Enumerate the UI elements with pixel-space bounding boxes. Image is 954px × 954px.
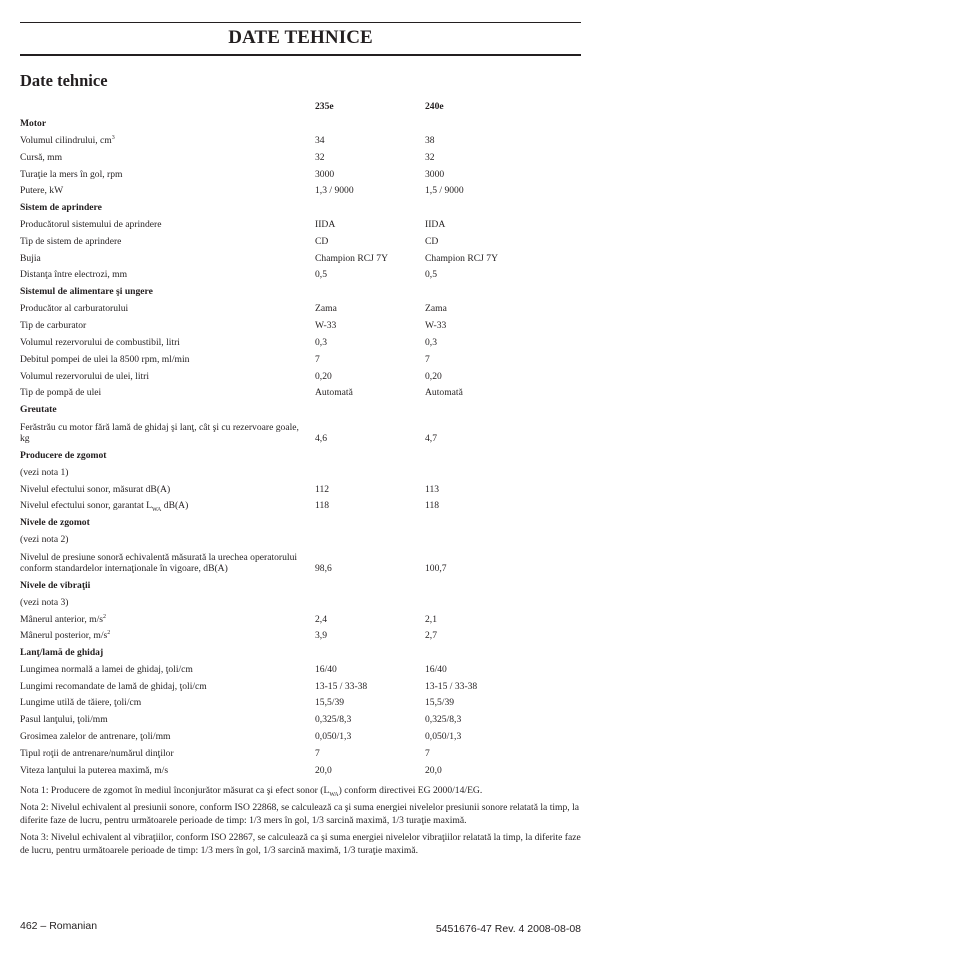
spec-label xyxy=(20,580,305,591)
spec-label xyxy=(20,286,305,297)
value-240e: W-33 xyxy=(425,320,447,331)
value-235e: 7 xyxy=(315,354,320,365)
spec-row xyxy=(20,594,581,611)
spec-label-text: Nivele de zgomot xyxy=(20,517,90,528)
spec-label-text: Mânerul posterior, m/s xyxy=(20,630,108,641)
value-240e: CD xyxy=(425,236,439,247)
note-1-text-end: ) conform directivei EG 2000/14/EG. xyxy=(338,785,483,796)
spec-row xyxy=(20,250,581,267)
value-240e: 118 xyxy=(425,500,440,511)
note-1-subscript: WA xyxy=(329,791,339,798)
spec-row xyxy=(20,132,581,149)
spec-row xyxy=(20,418,581,447)
value-235e: 235e xyxy=(315,101,334,112)
spec-label xyxy=(20,664,305,675)
value-235e: 1,3 / 9000 xyxy=(315,185,354,196)
spec-label-text: Turaţie la mers în gol, rpm xyxy=(20,169,123,180)
spec-label-text: Nivelul efectului sonor, măsurat dB(A) xyxy=(20,484,171,495)
spec-group-heading xyxy=(20,447,581,464)
value-240e: 4,7 xyxy=(425,433,437,444)
value-240e: 0,5 xyxy=(425,269,437,280)
spec-label-text: Lungimea normală a lamei de ghidaj, ţoli/cm xyxy=(20,664,193,675)
note-2: Nota 2: Nivelul echivalent al presiunii sonore, conform ISO 22868, se calculează ca şi suma energiei nivelelor presiunii sonore relatată la timp, la diferite faze de lucru, pentru următoarele perioade de timp: 1/3 mers în gol, 1/3 sarcină maximă, 1/3 turaţie maximă. xyxy=(20,801,580,826)
spec-label xyxy=(20,118,305,129)
value-235e: IIDA xyxy=(315,219,336,230)
value-235e: 34 xyxy=(315,135,325,146)
value-240e: 0,3 xyxy=(425,337,437,348)
spec-label xyxy=(20,647,305,658)
spec-row xyxy=(20,183,581,199)
spec-label-text: Mânerul anterior, m/s xyxy=(20,614,104,625)
spec-row xyxy=(20,351,581,368)
value-240e: Zama xyxy=(425,303,447,314)
spec-label-text: Debitul pompei de ulei la 8500 rpm, ml/min xyxy=(20,354,190,365)
spec-label-text: Distanţa între electrozi, mm xyxy=(20,269,128,280)
spec-label xyxy=(20,135,305,146)
spec-row xyxy=(20,498,581,514)
spec-label-text: Sistemul de alimentare şi ungere xyxy=(20,286,153,297)
spec-label-text: Sistem de aprindere xyxy=(20,202,102,213)
spec-label-text: Volumul rezervorului de combustibil, litri xyxy=(20,337,180,348)
header-band xyxy=(20,22,581,56)
spec-label xyxy=(20,269,305,280)
spec-label-text: Viteza lanţului la puterea maximă, m/s xyxy=(20,765,169,776)
value-240e: 0,20 xyxy=(425,371,442,382)
value-235e: 0,325/8,3 xyxy=(315,714,352,725)
spec-label-text: Producător al carburatorului xyxy=(20,303,129,314)
spec-label-text: (vezi nota 2) xyxy=(20,534,69,545)
value-240e: 113 xyxy=(425,484,440,495)
spec-row xyxy=(20,464,581,481)
spec-row xyxy=(20,745,581,762)
spec-label xyxy=(20,422,305,444)
spec-label-text: Bujia xyxy=(20,253,41,264)
spec-label-text: Cursă, mm xyxy=(20,152,63,163)
spec-group-heading xyxy=(20,514,581,531)
value-240e: 13-15 / 33-38 xyxy=(425,681,478,692)
spec-label-text: Nivele de vibraţii xyxy=(20,580,91,591)
spec-row xyxy=(20,711,581,728)
spec-label xyxy=(20,630,305,641)
section-title: Date tehnice xyxy=(20,71,108,90)
spec-label-text: Nivelul efectului sonor, garantat L xyxy=(20,500,153,511)
spec-label xyxy=(20,534,305,545)
value-240e: 3000 xyxy=(425,169,445,180)
spec-label xyxy=(20,597,305,608)
spec-label xyxy=(20,337,305,348)
spec-label xyxy=(20,404,305,415)
spec-label xyxy=(20,185,305,196)
unit-subscript: WA xyxy=(152,506,162,513)
spec-row xyxy=(20,548,581,577)
value-240e: Champion RCJ 7Y xyxy=(425,253,499,264)
value-235e: 98,6 xyxy=(315,563,332,574)
value-240e: 20,0 xyxy=(425,765,442,776)
page-title: DATE TEHNICE xyxy=(228,27,373,48)
spec-label-text: Tip de sistem de aprindere xyxy=(20,236,122,247)
spec-label xyxy=(20,320,305,331)
value-240e: 100,7 xyxy=(425,563,447,574)
value-235e: 112 xyxy=(315,484,330,495)
spec-label-text: Tip de pompă de ulei xyxy=(20,387,102,398)
unit-superscript: 2 xyxy=(107,629,111,636)
spec-row xyxy=(20,334,581,351)
value-240e: 38 xyxy=(425,135,435,146)
unit-superscript: 3 xyxy=(111,134,115,141)
spec-label xyxy=(20,765,305,776)
spec-row xyxy=(20,216,581,233)
spec-group-heading xyxy=(20,283,581,300)
value-235e: 16/40 xyxy=(315,664,337,675)
spec-label xyxy=(20,371,305,382)
spec-group-heading xyxy=(20,401,581,418)
value-240e: 0,325/8,3 xyxy=(425,714,462,725)
spec-label-text: Ferăstrău cu motor fără lamă de ghidaj şi lanţ, cât şi cu rezervoare goale, kg xyxy=(20,422,299,444)
value-235e: Zama xyxy=(315,303,337,314)
spec-label-text: Volumul rezervorului de ulei, litri xyxy=(20,371,150,382)
document-revision: 5451676-47 Rev. 4 2008-08-08 xyxy=(435,923,581,935)
spec-label xyxy=(20,714,305,725)
spec-label xyxy=(20,303,305,314)
spec-label xyxy=(20,236,305,247)
spec-label-text: Grosimea zalelor de antrenare, ţoli/mm xyxy=(20,731,171,742)
value-235e: W-33 xyxy=(315,320,337,331)
spec-label-text: Greutate xyxy=(20,404,57,415)
value-235e: 3000 xyxy=(315,169,335,180)
page-number: 462 – Romanian xyxy=(20,920,98,932)
spec-label xyxy=(20,614,305,625)
spec-group-heading xyxy=(20,644,581,661)
spec-label-suffix: dB(A) xyxy=(161,500,189,511)
value-235e: 7 xyxy=(315,748,320,759)
spec-row xyxy=(20,661,581,678)
value-240e: 2,1 xyxy=(425,614,437,625)
spec-label xyxy=(20,450,305,461)
spec-label xyxy=(20,202,305,213)
value-240e: 240e xyxy=(425,101,444,112)
spec-label xyxy=(20,517,305,528)
note-1-text: Nota 1: Producere de zgomot în mediul înconjurător măsurat ca şi efect sonor (L xyxy=(20,785,330,796)
spec-row xyxy=(20,166,581,183)
value-235e: 118 xyxy=(315,500,330,511)
spec-row xyxy=(20,531,581,548)
note-1 xyxy=(20,784,581,798)
spec-column-header xyxy=(20,98,581,115)
spec-row xyxy=(20,762,581,779)
spec-row xyxy=(20,300,581,317)
value-235e: 0,5 xyxy=(315,269,327,280)
value-240e: 7 xyxy=(425,354,430,365)
spec-row xyxy=(20,368,581,385)
spec-label-text: Volumul cilindrului, cm xyxy=(20,135,112,146)
value-235e: 20,0 xyxy=(315,765,332,776)
spec-label xyxy=(20,500,305,511)
spec-label-text: Putere, kW xyxy=(20,185,64,196)
spec-group-heading xyxy=(20,577,581,594)
value-240e: Automată xyxy=(425,387,463,398)
value-235e: 4,6 xyxy=(315,433,327,444)
spec-table xyxy=(20,98,581,779)
spec-row xyxy=(20,267,581,283)
value-240e: 7 xyxy=(425,748,430,759)
value-235e: Champion RCJ 7Y xyxy=(315,253,389,264)
spec-row xyxy=(20,317,581,334)
spec-label xyxy=(20,219,305,230)
value-240e: 15,5/39 xyxy=(425,697,455,708)
value-235e: 3,9 xyxy=(315,630,327,641)
note-3: Nota 3: Nivelul echivalent al vibraţiilor, conform ISO 22867, se calculează ca şi suma energiei nivelelor vibraţiilor relatată la timp, la diferite faze de lucru, pentru următoarele perioade de timp: 1/3 mers în gol, 1/3 sarcină maximă, 1/3 turaţie maximă. xyxy=(20,831,581,856)
value-240e: 0,050/1,3 xyxy=(425,731,462,742)
spec-row xyxy=(20,233,581,250)
spec-label-text: Pasul lanţului, ţoli/mm xyxy=(20,714,108,725)
spec-label-text: Nivelul de presiune sonoră echivalentă măsurată la urechea operatorului conform standardelor internaţionale în vigoare, dB(A) xyxy=(20,552,298,574)
spec-row xyxy=(20,611,581,628)
spec-label-text: Tipul roţii de antrenare/numărul dinţilor xyxy=(20,748,174,759)
value-235e: 32 xyxy=(315,152,325,163)
spec-label xyxy=(20,253,305,264)
spec-row xyxy=(20,728,581,745)
spec-row xyxy=(20,695,581,711)
spec-row xyxy=(20,481,581,498)
value-235e: 2,4 xyxy=(315,614,327,625)
value-240e: 32 xyxy=(425,152,435,163)
spec-label xyxy=(20,354,305,365)
value-240e: 1,5 / 9000 xyxy=(425,185,464,196)
value-240e: 16/40 xyxy=(425,664,447,675)
value-235e: Automată xyxy=(315,387,353,398)
spec-label-text: Motor xyxy=(20,118,47,129)
value-235e: 0,20 xyxy=(315,371,332,382)
spec-label xyxy=(20,748,305,759)
spec-label-text: Lungimi recomandate de lamă de ghidaj, ţoli/cm xyxy=(20,681,207,692)
value-235e: 0,050/1,3 xyxy=(315,731,352,742)
spec-label-text: (vezi nota 3) xyxy=(20,597,69,608)
spec-row xyxy=(20,628,581,644)
value-240e: 2,7 xyxy=(425,630,437,641)
unit-superscript: 2 xyxy=(103,613,107,620)
spec-group-heading xyxy=(20,199,581,216)
spec-row xyxy=(20,385,581,401)
spec-label xyxy=(20,681,305,692)
spec-label xyxy=(20,697,305,708)
spec-label xyxy=(20,169,305,180)
value-240e: IIDA xyxy=(425,219,446,230)
spec-label xyxy=(20,467,305,478)
spec-label-text: Producere de zgomot xyxy=(20,450,107,461)
spec-label-text: Lanţ/lamă de ghidaj xyxy=(20,647,104,658)
value-235e: 0,3 xyxy=(315,337,327,348)
spec-label xyxy=(20,152,305,163)
spec-label-text: (vezi nota 1) xyxy=(20,467,69,478)
spec-group-heading xyxy=(20,115,581,132)
value-235e: 15,5/39 xyxy=(315,697,345,708)
spec-label xyxy=(20,387,305,398)
spec-label xyxy=(20,731,305,742)
spec-label xyxy=(20,484,305,495)
spec-label-text: Producătorul sistemului de aprindere xyxy=(20,219,162,230)
value-235e: CD xyxy=(315,236,329,247)
spec-row xyxy=(20,678,581,695)
notes-block xyxy=(20,784,581,861)
value-235e: 13-15 / 33-38 xyxy=(315,681,368,692)
spec-label-text: Lungime utilă de tăiere, ţoli/cm xyxy=(20,697,142,708)
spec-label-text: Tip de carburator xyxy=(20,320,87,331)
spec-label xyxy=(20,552,305,574)
spec-row xyxy=(20,149,581,166)
